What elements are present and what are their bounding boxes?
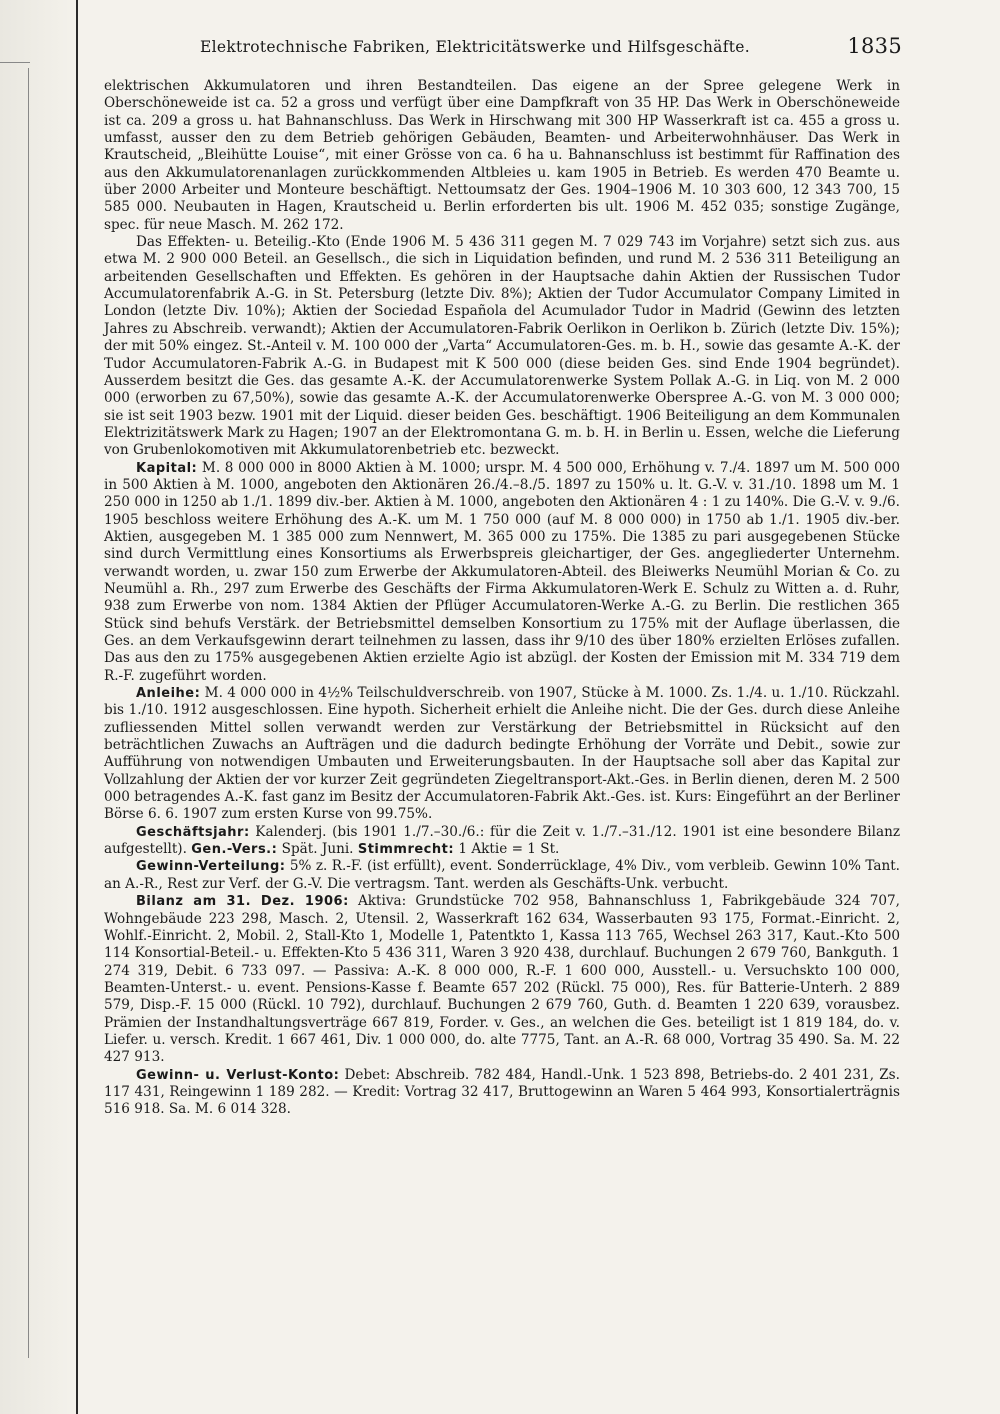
page-number: 1835	[847, 34, 902, 58]
paragraph-anleihe	[104, 685, 900, 824]
paragraph-gewinn-verlust	[104, 1067, 900, 1119]
paragraph-geschaeftsjahr	[104, 824, 900, 859]
section-text-anleihe: M. 4 000 000 in 4½% Teilschuldverschreib. von 1907, Stücke à M. 1000. Zs. 1./4. u. 1./10. Rückzahl. bis 1./10. 1912 ausgeschlossen. Eine hypoth. Sicherheit erhielt die Anleihe nicht. Die der Ges. durch diese Anleihe zufliessenden Mittel sollen verwandt werden zur Verstärkung der Betriebsmittel in Rücksicht auf den beträchtlichen Zuwachs an Aufträgen und die dadurch bedingte Erhöhung der Vorräte und Debit., sowie zur Aufführung von notwendigen Umbauten und Erweiterungsbauten. In der Hauptsache soll aber das Kapital zur Vollzahlung der Aktien der vor kurzer Zeit gegründeten Ziegeltransport-Akt.-Ges. in Berlin dienen, deren M. 2 500 000 betragendes A.-K. fast ganz im Besitz der Accumulatoren-Fabrik Akt.-Ges. ist. Kurs: Eingeführt an der Berliner Börse 6. 6. 1907 zum ersten Kurse von 99.75%.	[104, 685, 900, 823]
paragraph-effekten: Das Effekten- u. Beteilig.-Kto (Ende 1906 M. 5 436 311 gegen M. 7 029 743 im Vorjahre) setzt sich zus. aus etwa M. 2 900 000 Beteil. an Gesellsch., die sich in Liquidation befinden, und rund M. 2 536 311 Beteiligung an arbeitenden Gesellschaften und Effekten. Es gehören in der Hauptsache dahin Aktien der Russischen Tudor Accumulatorenfabrik A.-G. in St. Petersburg (letzte Div. 8%); Aktien der Tudor Accumulator Company Limited in London (letzte Div. 10%); Aktien der Sociedad Española del Acumulador Tudor in Madrid (Gewinn des letzten Jahres zu Abschreib. verwandt); Aktien der Accumulatoren-Fabrik Oerlikon in Oerlikon b. Zürich (letzte Div. 15%); der mit 50% eingez. St.-Anteil v. M. 100 000 der „Varta“ Accumulatoren-Ges. m. b. H., sowie das gesamte A.-K. der Tudor Accumulatoren-Fabrik A.-G. in Budapest mit K 500 000 (diese beiden Ges. sind Ende 1904 begründet). Ausserdem besitzt die Ges. das gesamte A.-K. der Accumulatorenwerke System Pollak A.-G. in Liq. von M. 2 000 000 (erworben zu 67,50%), sowie das gesamte A.-K. der Accumulatorenwerke Oberspree A.-G. von M. 3 000 000; sie ist seit 1903 bezw. 1901 mit der Liquid. dieser beiden Ges. beschäftigt. 1906 Beiteiligung an dem Kommunalen Elektrizitätswerk Mark zu Hagen; 1907 an der Elektromontana G. m. b. H. in Berlin u. Essen, welche die Lieferung von Grubenlokomotiven mit Akkumulatorenbetrieb etc. bezweckt.	[104, 234, 900, 459]
section-label-gewinn-verteilung: Gewinn-Verteilung:	[136, 859, 286, 875]
section-label-stimmrecht: Stimmrecht:	[357, 842, 455, 858]
running-header	[100, 36, 902, 64]
section-text-stimmrecht: 1 Aktie = 1 St.	[454, 841, 560, 858]
page-body	[104, 78, 900, 1119]
section-label-gen-vers: Gen.-Vers.:	[191, 842, 278, 858]
paragraph-werke: elektrischen Akkumulatoren und ihren Bestandteilen. Das eigene an der Spree gelegene Werk in Oberschöneweide ist ca. 52 a gross und verfügt über eine Dampfkraft von 35 HP. Das Werk in Oberschöneweide ist ca. 209 a gross u. hat Bahnanschluss. Das Werk in Hirschwang mit 300 HP Wasserkraft ist ca. 455 a gross u. umfasst, ausser den zu dem Betrieb gehörigen Gebäuden, Beamten- und Arbeiterwohnhäuser. Das Werk in Krautscheid, „Bleihütte Louise“, mit einer Grösse von ca. 6 ha u. Bahnanschluss ist bestimmt für Raffination des aus den Akkumulatorenanlagen zurückkommenden Altbleies u. kam 1905 in Betrieb. Es werden 470 Beamte u. über 2000 Arbeiter und Monteure beschäftigt. Nettoumsatz der Ges. 1904–1906 M. 10 303 600, 12 343 700, 15 585 000. Neubauten in Hagen, Krautscheid u. Berlin erforderten bis ult. 1906 M. 452 035; sonstige Zugänge, spec. für neue Masch. M. 262 172.	[104, 78, 900, 233]
margin-rule	[28, 68, 29, 1358]
section-label-anleihe: Anleihe:	[136, 686, 201, 702]
section-text-gewinn-verteilung: 5% z. R.-F. (ist erfüllt), event. Sonderrücklage, 4% Div., vom verbleib. Gewinn 10% Tant. an A.-R., Rest zur Verf. der G.-V. Die vertragsm. Tant. werden als Geschäfts-Unk. verbucht.	[104, 858, 900, 892]
section-label-bilanz: Bilanz am 31. Dez. 1906:	[136, 894, 349, 910]
section-text-bilanz: Aktiva: Grundstücke 702 958, Bahnanschluss 1, Fabrikgebäude 324 707, Wohngebäude 223 298, Masch. 2, Utensil. 2, Wasserkraft 162 634, Wasserbauten 93 175, Format.-Einricht. 2, Wohlf.-Einricht. 2, Mobil. 2, Stall-Kto 1, Modelle 1, Patentkto 1, Kassa 113 765, Wechsel 263 317, Kaut.-Kto 500 114 Konsortial-Beteil.- u. Effekten-Kto 5 436 311, Waren 3 920 438, durchlauf. Buchungen 2 679 760, Bankguth. 1 274 319, Debit. 6 733 097. — Passiva: A.-K. 8 000 000, R.-F. 1 600 000, Ausstell.- u. Versuchskto 100 000, Beamten-Unterst.- u. event. Pensions-Kasse f. Beamte 657 202 (Rückl. 75 000), Res. für Batterie-Unterh. 2 889 579, Disp.-F. 15 000 (Rückl. 10 792), durchlauf. Buchungen 2 679 760, Guth. d. Beamten 1 220 639, vorausbez. Prämien der Instandhaltungsverträge 667 819, Forder. v. Ges., an welchen die Ges. beteiligt ist 1 819 184, do. v. Liefer. u. versch. Kredit. 1 667 461, Div. 1 000 000, do. alte 7775, Tant. an A.-R. 68 000, Vortrag 35 490. Sa. M. 22 427 913.	[104, 893, 900, 1066]
section-text-kapital: M. 8 000 000 in 8000 Aktien à M. 1000; urspr. M. 4 500 000, Erhöhung v. 7./4. 1897 um M. 500 000 in 500 Aktien à M. 1000, angeboten den Aktionären 26./4.–8./5. 1897 zu 150% u. lt. G.-V. v. 31./10. 1898 um M. 1 250 000 in 1250 ab 1./1. 1899 div.-ber. Aktien à M. 1000, angeboten den Aktionären 4 : 1 zu 140%. Die G.-V. v. 9./6. 1905 beschloss weitere Erhöhung des A.-K. um M. 1 750 000 (auf M. 8 000 000) in 1750 ab 1./1. 1905 div.-ber. Aktien, ausgegeben M. 1 385 000 zum Nennwert, M. 365 000 zu 175%. Die 1385 zu pari ausgegebenen Stücke sind durch Vermittlung eines Konsortiums als Erwerbspreis gleichartiger, der Ges. angegliederter Unternehm. verwandt worden, u. zwar 150 zum Erwerbe der Akkumulatoren-Abteil. des Bleiwerks Neumühl Morian & Co. zu Neumühl a. Rh., 297 zum Erwerbe des Geschäfts der Firma Akkumulatoren-Werk E. Schulz zu Witten a. d. Ruhr, 938 zum Erwerbe von nom. 1384 Aktien der Pflüger Accumulatoren-Werke A.-G. zu Berlin. Die restlichen 365 Stück sind behufs Verstärk. der Betriebsmittel demselben Konsortium zu 175% mit der Auflage überlassen, die Ges. an dem Verkaufsgewinn derart teilnehmen zu lassen, dass ihr 9/10 des über 180% erzielten Erlöses zufallen. Das aus den zu 175% ausgegebenen Aktien erzielte Agio ist abzügl. der Kosten der Emission mit M. 334 719 dem R.-F. zugeführt worden.	[104, 459, 900, 684]
section-label-geschaeftsjahr: Geschäftsjahr:	[136, 824, 250, 840]
section-text-gen-vers: Spät. Juni.	[277, 841, 358, 858]
section-text-geschaeftsjahr: Kalenderj. (bis 1901 1./7.–30./6.: für die Zeit v. 1./7.–31./12. 1901 ist eine besondere Bilanz aufgestellt).	[104, 823, 900, 858]
margin-tick	[0, 62, 30, 63]
paragraph-bilanz	[104, 893, 900, 1066]
paragraph-gewinn-verteilung	[104, 858, 900, 893]
section-label-kapital: Kapital:	[136, 460, 198, 476]
header-title: Elektrotechnische Fabriken, Elektricitätswerke und Hilfsgeschäfte.	[200, 38, 750, 56]
paragraph-kapital	[104, 460, 900, 685]
section-text-gewinn-verlust: Debet: Abschreib. 782 484, Handl.-Unk. 1 523 898, Betriebs-do. 2 401 231, Zs. 117 431, Reingewinn 1 189 282. — Kredit: Vortrag 32 417, Bruttogewinn an Waren 5 464 993, Konsortialerträgnis 516 918. Sa. M. 6 014 328.	[104, 1066, 900, 1118]
gutter-rule	[76, 0, 78, 1414]
section-label-gewinn-verlust: Gewinn- u. Verlust-Konto:	[136, 1067, 340, 1083]
page-gutter	[0, 0, 78, 1414]
